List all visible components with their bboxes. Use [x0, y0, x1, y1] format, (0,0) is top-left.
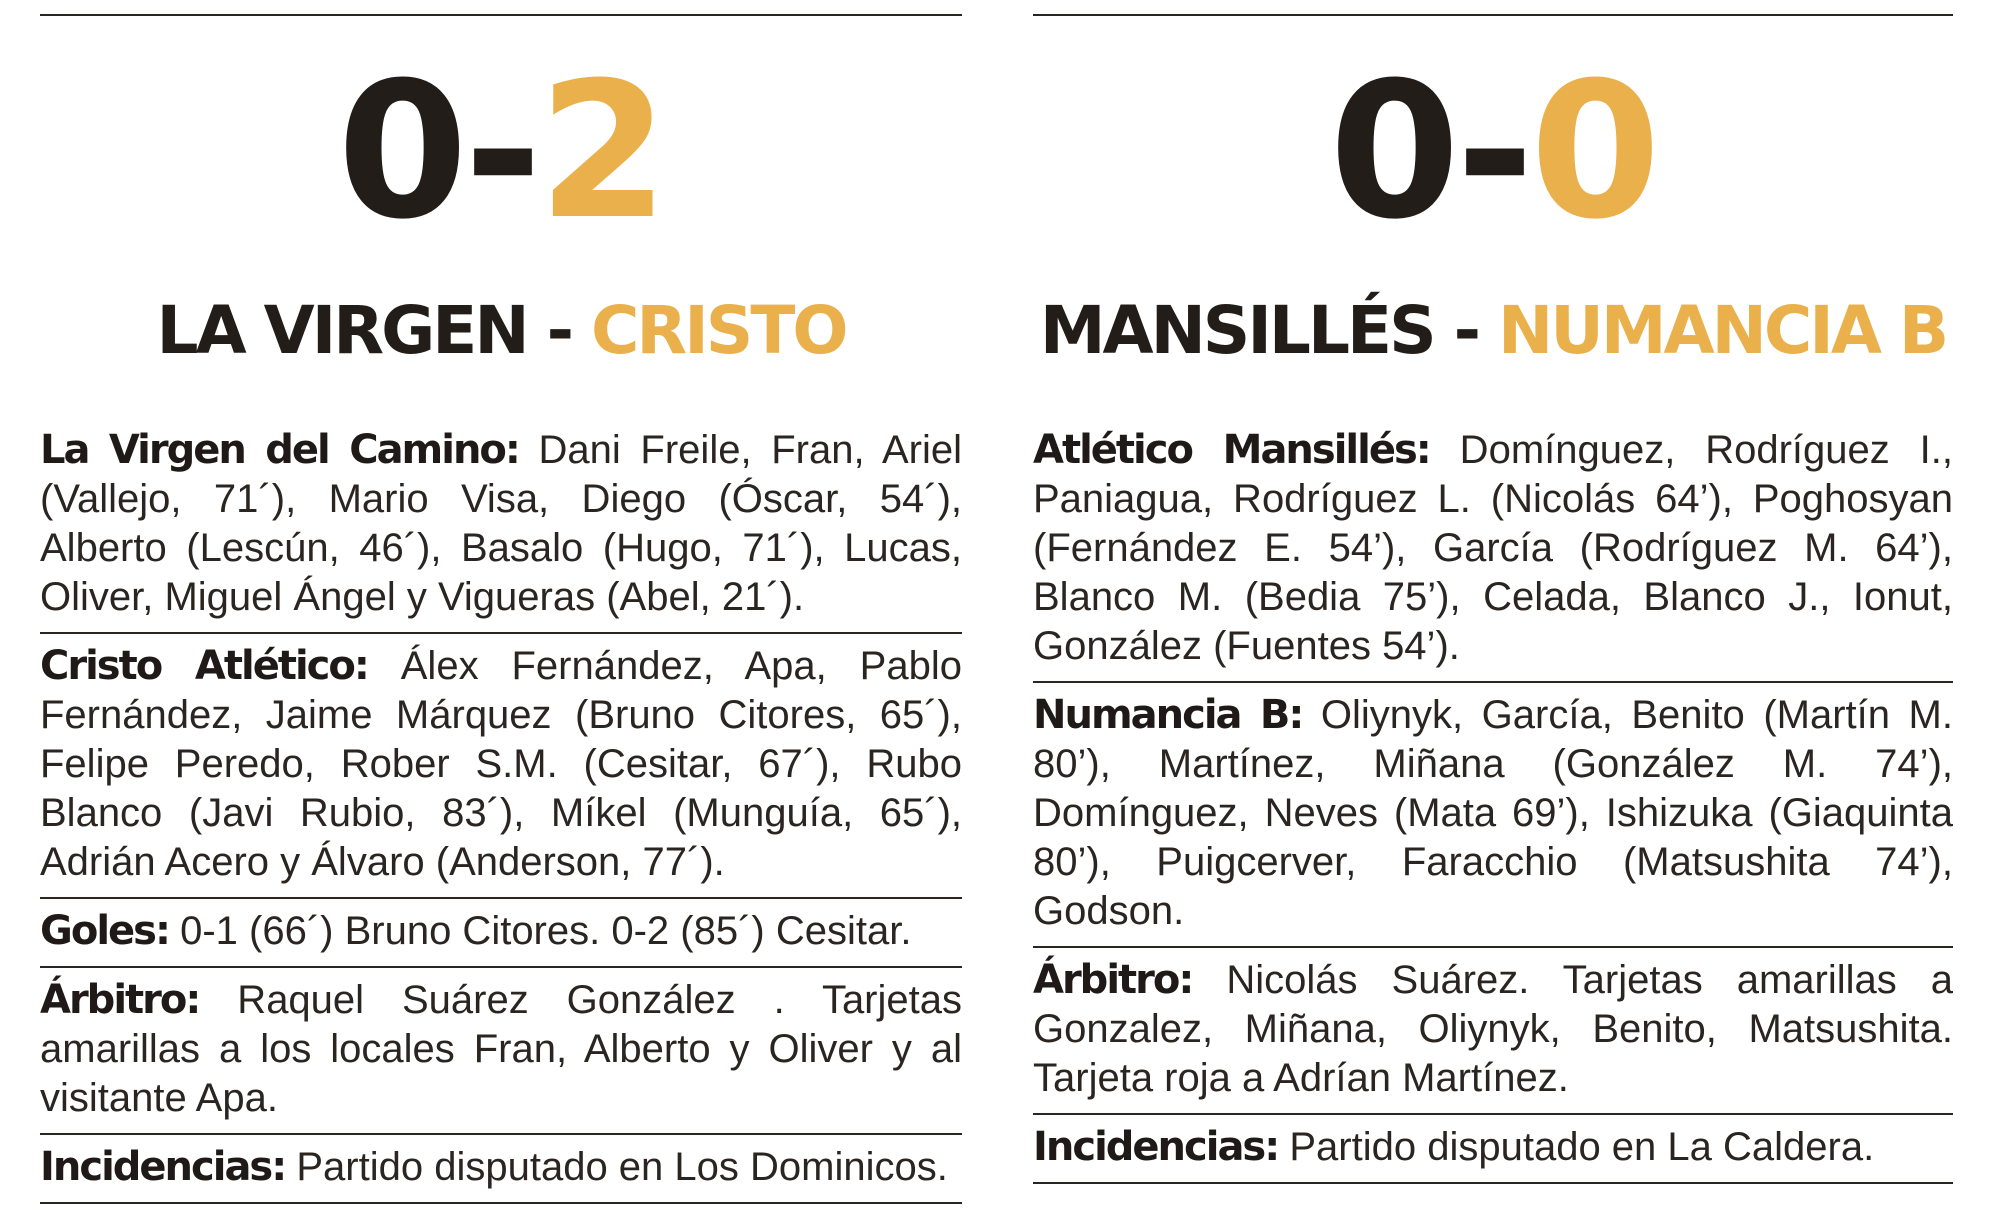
away-lineup — [40, 634, 962, 899]
final-score — [1033, 42, 1953, 261]
top-divider — [1033, 14, 1953, 16]
final-score — [40, 42, 962, 261]
home-lineup-label: La Virgen del Camino: — [40, 427, 519, 473]
home-lineup — [1033, 426, 1953, 683]
teams-separator: - — [1433, 292, 1498, 369]
incidents — [40, 1135, 962, 1204]
top-divider — [40, 14, 962, 16]
referee-label: Árbitro: — [1033, 957, 1193, 1003]
referee-text: Raquel Suárez González . Tarjetas amarillas a los locales Fran, Alberto y Oliver y al visitante Apa. — [40, 978, 962, 1120]
score-separator: - — [463, 42, 539, 261]
incidents-text: Partido disputado en Los Dominicos. — [285, 1145, 948, 1189]
away-lineup-label: Cristo Atlético: — [40, 643, 368, 689]
home-score: 0 — [1329, 42, 1456, 261]
home-lineup-label: Atlético Mansillés: — [1033, 427, 1430, 473]
incidents-text: Partido disputado en La Caldera. — [1278, 1125, 1875, 1169]
home-team-name: LA VIRGEN — [156, 292, 527, 369]
goals-text: 0-1 (66´) Bruno Citores. 0-2 (85´) Cesitar. — [168, 909, 912, 953]
referee-label: Árbitro: — [40, 977, 200, 1023]
home-lineup-text: Dani Freile, Fran, Ariel (Vallejo, 71´), Mario Visa, Diego (Óscar, 54´), Alberto (Lescún, 46´), Basalo (Hugo, 71´), Lucas, Oliver, Miguel Ángel y Vigueras (Abel, 21´). — [40, 428, 962, 619]
away-lineup-text: Álex Fernández, Apa, Pablo Fernández, Jaime Márquez (Bruno Citores, 65´), Felipe Peredo, Rober S.M. (Cesitar, 67´), Rubo Blanco (Javi Rubio, 83´), Míkel (Munguía, 65´), Adrián Acero y Álvaro (Anderson, 77´). — [40, 644, 962, 884]
referee-text: Nicolás Suárez. Tarjetas amarillas a Gonzalez, Miñana, Oliynyk, Benito, Matsushita. Tarjeta roja a Adrían Martínez. — [1033, 958, 1953, 1100]
away-lineup-label: Numancia B: — [1033, 692, 1303, 738]
referee — [40, 968, 962, 1135]
home-team-name: MANSILLÉS — [1039, 292, 1434, 369]
score-separator: - — [1455, 42, 1531, 261]
home-score: 0 — [337, 42, 464, 261]
away-team-name: CRISTO — [590, 292, 846, 369]
incidents-label: Incidencias: — [1033, 1124, 1279, 1170]
teams-heading — [40, 292, 962, 369]
away-score: 0 — [1530, 42, 1657, 261]
goals-label: Goles: — [40, 908, 169, 954]
match-details — [40, 426, 962, 1204]
match-report-right — [1033, 0, 1953, 1184]
goals — [40, 899, 962, 968]
away-team-name: NUMANCIA B — [1498, 292, 1947, 369]
away-lineup — [1033, 683, 1953, 948]
teams-separator: - — [526, 292, 591, 369]
incidents-label: Incidencias: — [40, 1144, 286, 1190]
referee — [1033, 948, 1953, 1115]
match-report-left — [40, 0, 962, 1204]
home-lineup — [40, 426, 962, 634]
teams-heading — [1033, 292, 1953, 369]
incidents — [1033, 1115, 1953, 1184]
match-details — [1033, 426, 1953, 1184]
home-lineup-text: Domínguez, Rodríguez I., Paniagua, Rodríguez L. (Nicolás 64’), Poghosyan (Fernández E. 54’), García (Rodríguez M. 64’), Blanco M. (Bedia 75’), Celada, Blanco J., Ionut, González (Fuentes 54’). — [1033, 428, 1953, 668]
away-lineup-text: Oliynyk, García, Benito (Martín M. 80’), Martínez, Miñana (González M. 74’), Domínguez, Neves (Mata 69’), Ishizuka (Giaquinta 80’), Puigcerver, Faracchio (Matsushita 74’), Godson. — [1033, 693, 1953, 933]
away-score: 2 — [538, 42, 665, 261]
